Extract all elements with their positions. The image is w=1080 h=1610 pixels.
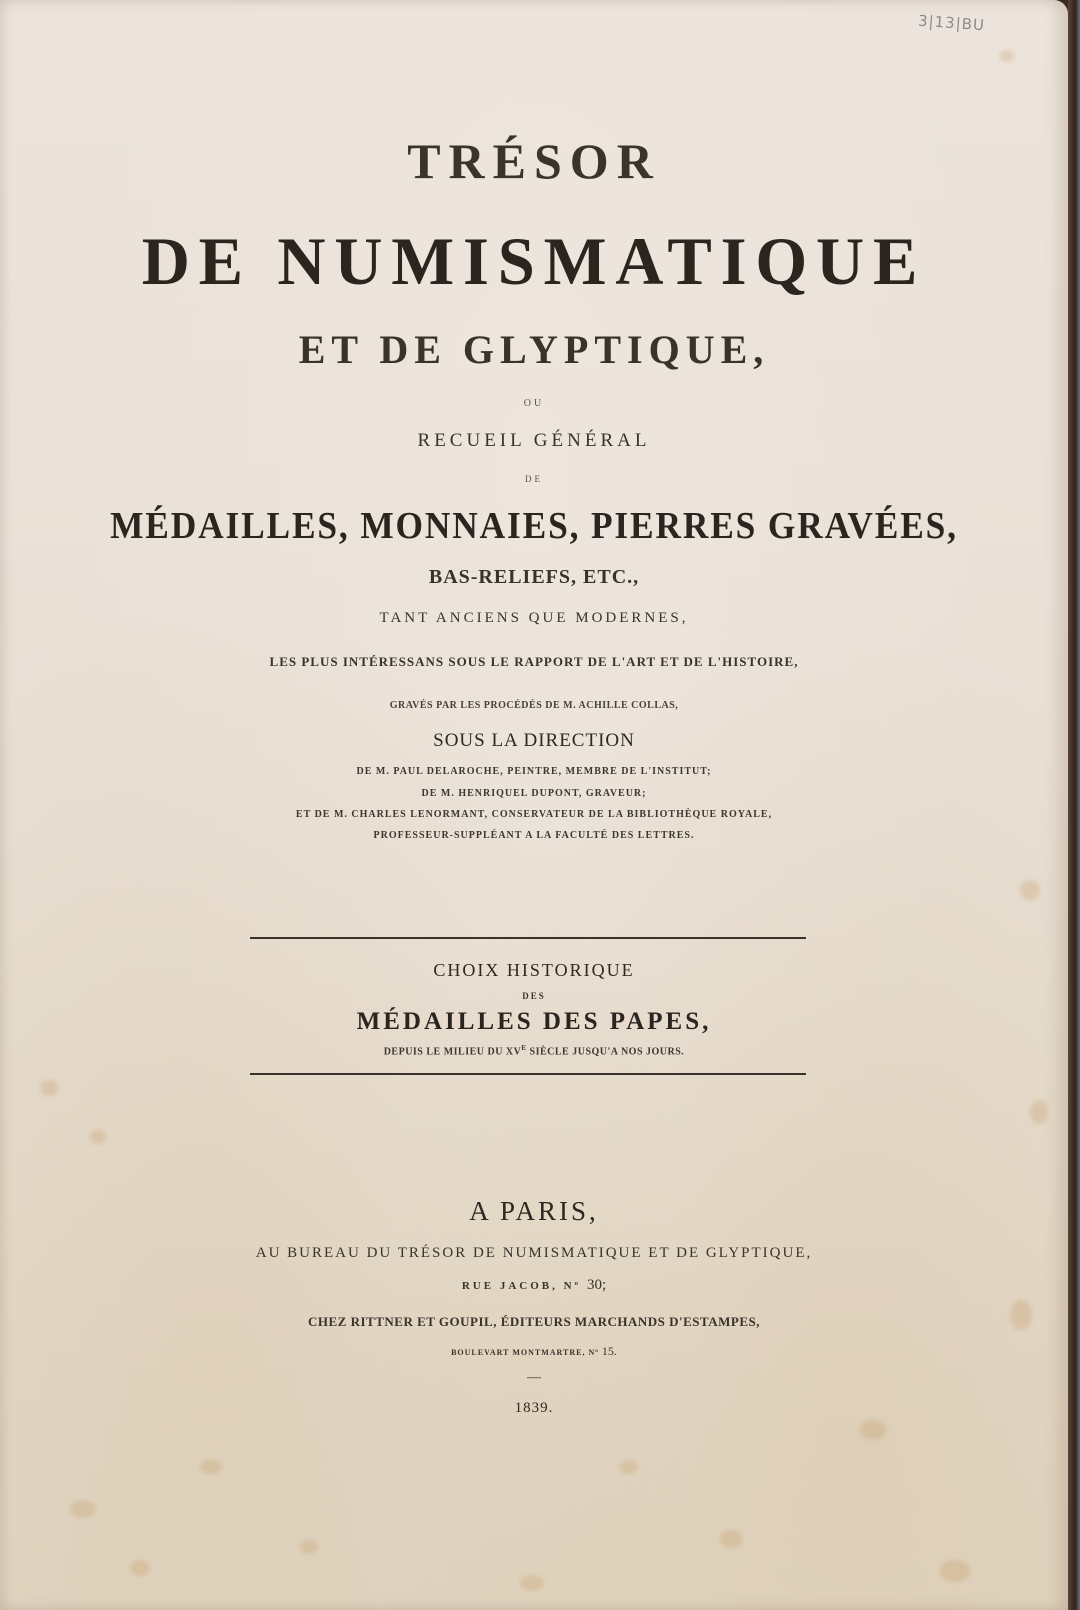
subtitle-plus: LES PLUS INTÉRESSANS SOUS LE RAPPORT DE L'ART ET DE L'HISTOIRE, bbox=[269, 654, 799, 669]
rue-text: RUE JACOB, Nº bbox=[461, 1280, 587, 1292]
foxing-stain bbox=[70, 1500, 96, 1518]
rue-number: 30; bbox=[586, 1277, 607, 1293]
foxing-stain bbox=[940, 1560, 970, 1582]
imprint-boulevart bbox=[0, 1344, 1068, 1359]
divider-rule-top bbox=[250, 937, 806, 939]
foxing-stain bbox=[620, 1460, 638, 1474]
divider-rule-bottom bbox=[250, 1073, 806, 1075]
foxing-stain bbox=[90, 1130, 106, 1144]
connector-ou: OU bbox=[523, 398, 545, 409]
boul-number: 15. bbox=[601, 1344, 617, 1358]
director-line: PROFESSEUR-SUPPLÉANT A LA FACULTÉ DES LETTRES. bbox=[373, 830, 695, 841]
section-depuis bbox=[0, 1044, 1068, 1057]
director-line: DE M. HENRIQUEL DUPONT, GRAVEUR; bbox=[421, 788, 647, 799]
subtitle-recueil: RECUEIL GÉNÉRAL bbox=[417, 430, 651, 451]
foxing-stain bbox=[1030, 1100, 1048, 1124]
book-binding-edge bbox=[1068, 0, 1080, 1610]
imprint-bureau: AU BUREAU DU TRÉSOR DE NUMISMATIQUE ET DE GLYPTIQUE, bbox=[255, 1245, 813, 1261]
direction-heading: SOUS LA DIRECTION bbox=[433, 730, 635, 751]
subtitle-items-2: BAS-RELIEFS, ETC., bbox=[428, 566, 640, 588]
foxing-stain bbox=[300, 1540, 318, 1554]
title-line-2: DE NUMISMATIQUE bbox=[141, 223, 927, 299]
subtitle-tant: TANT ANCIENS QUE MODERNES, bbox=[379, 610, 689, 626]
imprint-dash: — bbox=[527, 1370, 541, 1385]
imprint-year: 1839. bbox=[514, 1400, 554, 1416]
foxing-stain bbox=[200, 1460, 222, 1474]
imprint-city: A PARIS, bbox=[469, 1196, 599, 1226]
shelfmark-annotation: 3|13|BU bbox=[917, 11, 986, 35]
foxing-stain bbox=[1020, 880, 1040, 900]
depuis-sup: E bbox=[521, 1044, 527, 1052]
section-papes: MÉDAILLES DES PAPES, bbox=[356, 1008, 712, 1035]
engraving-credit: GRAVÉS PAR LES PROCÉDÉS DE M. ACHILLE COLLAS, bbox=[389, 700, 679, 711]
boul-text: BOULEVART MONTMARTRE, Nº bbox=[451, 1348, 602, 1357]
director-line: ET DE M. CHARLES LENORMANT, CONSERVATEUR DE LA BIBLIOTHÈQUE ROYALE, bbox=[295, 809, 773, 820]
director-line: DE M. PAUL DELAROCHE, PEINTRE, MEMBRE DE L'INSTITUT; bbox=[356, 766, 712, 777]
subtitle-de: DE bbox=[525, 474, 543, 484]
imprint-chez: CHEZ RITTNER ET GOUPIL, ÉDITEURS MARCHANDS D'ESTAMPES, bbox=[308, 1314, 760, 1329]
section-choix: CHOIX HISTORIQUE bbox=[433, 960, 635, 980]
depuis-post: SIÈCLE JUSQU'A NOS JOURS. bbox=[526, 1046, 685, 1058]
depuis-pre: DEPUIS LE MILIEU DU XV bbox=[383, 1046, 522, 1058]
foxing-stain bbox=[1000, 50, 1014, 62]
foxing-stain bbox=[40, 1080, 58, 1096]
section-des: DES bbox=[522, 991, 546, 1001]
foxing-stain bbox=[720, 1530, 742, 1548]
foxing-stain bbox=[130, 1560, 150, 1576]
imprint-rue bbox=[0, 1277, 1068, 1294]
subtitle-items: MÉDAILLES, MONNAIES, PIERRES GRAVÉES, bbox=[110, 505, 958, 547]
foxing-stain bbox=[860, 1420, 886, 1440]
title-line-1: TRÉSOR bbox=[407, 133, 661, 189]
title-line-3: ET DE GLYPTIQUE, bbox=[298, 327, 770, 372]
foxing-stain bbox=[520, 1575, 544, 1591]
